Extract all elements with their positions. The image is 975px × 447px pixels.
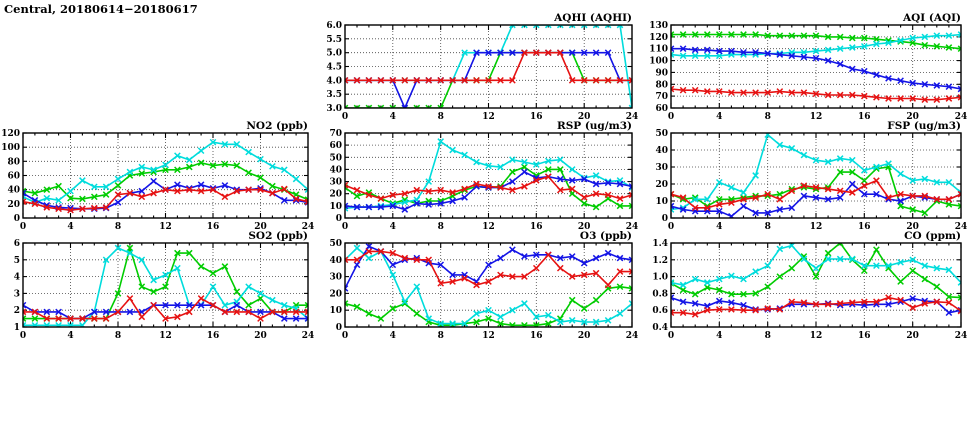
x-tick-label: 20 (254, 331, 267, 341)
x-tick-label: 24 (954, 222, 967, 232)
series-markers-blue (20, 178, 311, 211)
chart-title-o3: O3 (ppb) (579, 230, 632, 242)
x-tick-label: 24 (625, 222, 638, 232)
x-tick-label: 12 (809, 331, 823, 341)
y-tick-label: 30 (655, 163, 668, 173)
y-tick-label: 80 (655, 80, 668, 91)
x-tick-label: 20 (906, 331, 919, 341)
y-tick-label: 20 (7, 199, 20, 210)
y-tick-label: 40 (655, 146, 668, 156)
tick-labels (329, 129, 638, 232)
x-tick-label: 0 (667, 331, 675, 341)
y-tick-label: 4 (13, 272, 20, 283)
x-tick-label: 24 (954, 112, 967, 122)
y-tick-label: 3 (13, 289, 20, 300)
chart-svg-aqi (644, 11, 967, 124)
y-tick-label: 10 (329, 306, 342, 317)
y-tick-label: 20 (329, 289, 342, 300)
y-tick-label: 1 (13, 323, 20, 333)
y-tick-label: 6.0 (326, 21, 342, 31)
y-tick-label: 120 (1, 129, 20, 139)
y-tick-label: 70 (329, 129, 342, 139)
chart-fsp (644, 119, 967, 234)
chart-no2 (0, 119, 314, 234)
y-tick-label: 3.0 (326, 104, 342, 114)
tick-labels (652, 239, 967, 341)
x-tick-label: 24 (301, 331, 314, 341)
chart-svg-so2 (0, 229, 314, 343)
x-tick-label: 20 (577, 331, 591, 341)
gridlines (671, 243, 961, 327)
x-tick-label: 4 (389, 112, 396, 122)
chart-svg-no2 (0, 119, 314, 234)
x-tick-label: 16 (530, 112, 543, 122)
x-tick-label: 20 (577, 222, 591, 232)
y-tick-label: 0 (335, 214, 342, 224)
y-tick-label: 5.5 (326, 34, 342, 45)
x-tick-label: 12 (809, 112, 823, 122)
x-tick-label: 16 (530, 331, 543, 341)
x-tick-label: 4 (67, 222, 74, 232)
y-tick-label: 2 (13, 306, 20, 317)
y-tick-label: 90 (655, 68, 668, 79)
x-tick-label: 8 (764, 222, 771, 232)
chart-aqi (644, 11, 967, 124)
y-tick-label: 20 (655, 180, 668, 190)
y-tick-label: 0.8 (652, 289, 668, 300)
tick-labels (326, 21, 638, 122)
x-tick-label: 4 (389, 222, 396, 232)
y-tick-label: 20 (329, 189, 342, 200)
page-title: Central, 20180614−20180617 (4, 2, 198, 16)
series-markers-green (668, 164, 964, 216)
y-tick-label: 1.2 (652, 255, 668, 266)
y-tick-label: 30 (329, 272, 342, 283)
x-tick-label: 0 (341, 222, 349, 232)
chart-co (644, 229, 967, 343)
x-tick-label: 16 (858, 331, 871, 341)
y-tick-label: 50 (329, 153, 342, 164)
x-tick-label: 4 (716, 222, 723, 232)
y-tick-label: 30 (329, 177, 342, 188)
y-tick-label: 40 (329, 255, 342, 266)
y-tick-label: 10 (655, 197, 668, 207)
x-tick-label: 20 (254, 222, 267, 232)
y-tick-label: 0 (13, 214, 20, 224)
y-tick-label: 80 (7, 157, 20, 168)
x-tick-label: 12 (809, 222, 823, 232)
chart-svg-rsp (318, 119, 638, 234)
y-tick-label: 120 (649, 32, 668, 43)
tick-labels (655, 129, 967, 232)
y-tick-label: 1.4 (652, 239, 668, 249)
x-tick-label: 12 (159, 331, 172, 341)
x-tick-label: 24 (954, 331, 967, 341)
y-tick-label: 70 (655, 92, 668, 103)
series-red (342, 249, 635, 288)
chart-title-fsp: FSP (ug/m3) (887, 120, 961, 132)
y-tick-label: 4.0 (326, 76, 342, 87)
series-red (20, 296, 311, 322)
chart-title-so2: SO2 (ppb) (248, 230, 308, 242)
series-blue (20, 178, 311, 211)
gridlines (345, 25, 632, 108)
x-tick-label: 8 (114, 222, 122, 232)
x-tick-label: 4 (716, 331, 723, 341)
x-tick-label: 16 (858, 222, 871, 232)
y-tick-label: 3.5 (326, 90, 342, 101)
x-tick-label: 8 (437, 331, 444, 341)
x-tick-label: 8 (114, 331, 122, 341)
chart-title-co: CO (ppm) (904, 230, 961, 242)
x-tick-label: 16 (530, 222, 543, 232)
x-tick-label: 0 (341, 112, 349, 122)
x-tick-label: 12 (482, 222, 495, 232)
chart-title-rsp: RSP (ug/m3) (556, 120, 632, 132)
x-tick-label: 24 (625, 331, 638, 341)
y-tick-label: 60 (7, 171, 20, 182)
x-tick-label: 0 (19, 331, 27, 341)
x-tick-label: 20 (577, 112, 591, 122)
y-tick-label: 40 (7, 185, 20, 196)
tick-labels (1, 129, 314, 232)
series-group (20, 139, 311, 213)
x-tick-label: 20 (906, 222, 919, 232)
y-tick-label: 5 (13, 255, 20, 266)
x-tick-label: 24 (625, 112, 638, 122)
y-tick-label: 110 (649, 44, 668, 55)
chart-svg-aqhi (318, 11, 638, 124)
x-tick-label: 12 (159, 222, 172, 232)
gridlines (23, 133, 308, 218)
x-tick-label: 8 (764, 112, 771, 122)
x-tick-label: 4 (389, 331, 396, 341)
chart-title-aqi: AQI (AQI) (902, 12, 961, 24)
y-tick-label: 0 (661, 214, 668, 224)
x-tick-label: 12 (482, 331, 495, 341)
series-markers-red (342, 249, 635, 288)
y-tick-label: 40 (329, 165, 342, 176)
chart-svg-o3 (318, 229, 638, 343)
y-tick-label: 60 (329, 141, 342, 152)
x-tick-label: 4 (67, 331, 74, 341)
y-tick-label: 50 (655, 129, 668, 139)
chart-svg-fsp (644, 119, 967, 234)
y-tick-label: 0 (335, 323, 342, 333)
x-tick-label: 0 (667, 112, 675, 122)
x-tick-label: 16 (858, 112, 871, 122)
x-tick-label: 20 (906, 112, 919, 122)
x-tick-label: 4 (716, 112, 723, 122)
chart-o3 (318, 229, 638, 343)
series-green (668, 164, 964, 216)
chart-rsp (318, 119, 638, 234)
y-tick-label: 0.4 (652, 323, 668, 333)
x-tick-label: 8 (764, 331, 771, 341)
x-tick-label: 16 (206, 222, 220, 232)
x-tick-label: 0 (341, 331, 349, 341)
y-tick-label: 50 (329, 239, 342, 249)
x-tick-label: 12 (482, 112, 495, 122)
y-tick-label: 4.5 (326, 62, 342, 73)
series-markers-red (342, 50, 635, 83)
y-tick-label: 5.0 (326, 48, 342, 59)
chart-svg-co (644, 229, 967, 343)
series-red (342, 50, 635, 83)
chart-title-no2: NO2 (ppb) (246, 120, 308, 132)
y-tick-label: 60 (655, 104, 668, 114)
x-tick-label: 8 (437, 222, 444, 232)
x-tick-label: 0 (667, 222, 675, 232)
y-tick-label: 130 (649, 21, 668, 31)
chart-so2 (0, 229, 314, 343)
series-group (668, 240, 964, 317)
y-tick-label: 6 (13, 239, 20, 249)
y-tick-label: 0.6 (652, 306, 668, 317)
x-tick-label: 24 (301, 222, 314, 232)
gridlines (345, 243, 632, 327)
chart-aqhi (318, 11, 638, 124)
y-tick-label: 100 (1, 143, 20, 154)
chart-title-aqhi: AQHI (AQHI) (554, 12, 632, 24)
x-tick-label: 8 (437, 112, 444, 122)
y-tick-label: 1.0 (652, 272, 668, 283)
y-tick-label: 100 (649, 56, 668, 67)
x-tick-label: 16 (206, 331, 220, 341)
y-tick-label: 10 (329, 201, 342, 212)
x-tick-label: 0 (19, 222, 27, 232)
